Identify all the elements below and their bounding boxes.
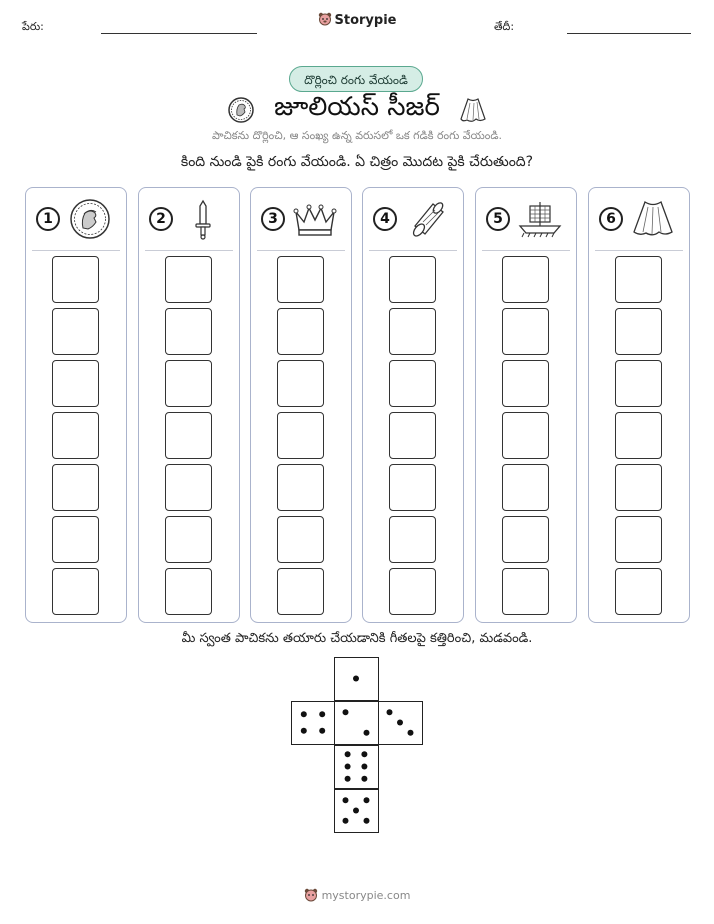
die-pip: [345, 776, 351, 782]
date-line[interactable]: [567, 33, 691, 34]
die-face-2: [334, 701, 379, 745]
race-column-4: [362, 187, 464, 623]
crown-icon: [291, 198, 339, 240]
die-face-3: [378, 701, 423, 745]
die-pip: [387, 709, 393, 715]
column-number: 5: [486, 207, 510, 231]
divider: [257, 250, 345, 251]
color-box[interactable]: [615, 464, 662, 511]
color-box[interactable]: [389, 412, 436, 459]
color-box[interactable]: [615, 568, 662, 615]
die-pip: [361, 764, 367, 770]
column-number: 3: [261, 207, 285, 231]
die-face-5: [334, 789, 379, 833]
divider: [595, 250, 683, 251]
color-box[interactable]: [165, 412, 212, 459]
name-line[interactable]: [101, 33, 257, 34]
color-box[interactable]: [615, 256, 662, 303]
instructions-text: పాచికను దొర్లించి, ఆ సంఖ్య ఉన్న వరుసలో ఒక గడికి రంగు వేయండి.: [212, 129, 502, 142]
color-box[interactable]: [615, 308, 662, 355]
color-box[interactable]: [277, 412, 324, 459]
color-box[interactable]: [389, 360, 436, 407]
brand-logo: [0, 12, 714, 28]
color-box[interactable]: [52, 516, 99, 563]
color-box[interactable]: [502, 464, 549, 511]
color-box[interactable]: [165, 464, 212, 511]
color-box[interactable]: [389, 516, 436, 563]
color-box[interactable]: [502, 256, 549, 303]
color-box[interactable]: [277, 256, 324, 303]
die-pip: [364, 730, 370, 736]
die-pip: [345, 764, 351, 770]
color-box[interactable]: [52, 464, 99, 511]
color-box[interactable]: [502, 516, 549, 563]
color-box[interactable]: [277, 308, 324, 355]
die-pip: [408, 730, 414, 736]
color-box[interactable]: [52, 360, 99, 407]
race-column-3: [250, 187, 352, 623]
die-pip: [301, 728, 307, 734]
color-box[interactable]: [389, 568, 436, 615]
die-face-6: [334, 745, 379, 789]
column-number: 6: [599, 207, 623, 231]
die-pip: [364, 797, 370, 803]
brand-name: Storypie: [334, 13, 397, 28]
race-column-1: [25, 187, 127, 623]
color-box[interactable]: [615, 412, 662, 459]
race-column-5: [475, 187, 577, 623]
die-pip: [361, 751, 367, 757]
title-text: జూలియస్ సీజర్: [274, 92, 440, 122]
die-pip: [364, 818, 370, 824]
divider: [32, 250, 120, 251]
cape-icon: [629, 198, 677, 240]
die-pip: [343, 797, 349, 803]
cut-instructions: మీ స్వంత పాచికను తయారు చేయడానికి గీతలపై కత్తిరించి, మడవండి.: [181, 631, 533, 646]
race-column-6: [588, 187, 690, 623]
color-box[interactable]: [389, 308, 436, 355]
column-number: 1: [36, 207, 60, 231]
die-pip: [343, 818, 349, 824]
die-pip: [353, 676, 359, 682]
footer: [0, 888, 714, 902]
bear-logo-icon: [304, 888, 318, 902]
die-pip: [353, 808, 359, 814]
die-face-1: [334, 657, 379, 701]
question-text: కింది నుండి పైకి రంగు వేయండి. ఏ చిత్రం మొదట పైకి చేరుతుంది?: [180, 154, 534, 170]
bear-logo-icon: [318, 12, 332, 26]
coin-icon: [66, 198, 114, 240]
footer-url: mystorypie.com: [321, 889, 411, 902]
color-box[interactable]: [502, 568, 549, 615]
color-box[interactable]: [165, 256, 212, 303]
page-title: [0, 92, 714, 128]
color-box[interactable]: [502, 308, 549, 355]
color-box[interactable]: [615, 360, 662, 407]
die-pip: [397, 720, 403, 726]
die-pip: [345, 751, 351, 757]
coin-icon: [226, 95, 256, 125]
die-pip: [319, 728, 325, 734]
ship-icon: [516, 198, 564, 240]
color-box[interactable]: [277, 464, 324, 511]
race-column-2: [138, 187, 240, 623]
color-box[interactable]: [277, 360, 324, 407]
activity-badge: దొర్లించి రంగు వేయండి: [289, 66, 423, 92]
color-box[interactable]: [52, 568, 99, 615]
divider: [482, 250, 570, 251]
color-box[interactable]: [389, 256, 436, 303]
die-face-4: [291, 701, 336, 745]
divider: [369, 250, 457, 251]
color-box[interactable]: [502, 412, 549, 459]
scroll-icon: [403, 198, 451, 240]
color-box[interactable]: [615, 516, 662, 563]
color-box[interactable]: [389, 464, 436, 511]
divider: [145, 250, 233, 251]
color-box[interactable]: [165, 516, 212, 563]
die-pip: [361, 776, 367, 782]
color-box[interactable]: [502, 360, 549, 407]
color-box[interactable]: [165, 568, 212, 615]
date-label: తేదీ:: [494, 20, 515, 33]
name-label: పేరు:: [22, 20, 44, 33]
sword-icon: [179, 198, 227, 240]
color-box[interactable]: [165, 360, 212, 407]
color-box[interactable]: [165, 308, 212, 355]
color-box[interactable]: [52, 412, 99, 459]
color-box[interactable]: [277, 568, 324, 615]
column-number: 2: [149, 207, 173, 231]
color-box[interactable]: [277, 516, 324, 563]
color-box[interactable]: [52, 308, 99, 355]
column-number: 4: [373, 207, 397, 231]
cape-icon: [458, 95, 488, 125]
die-pip: [301, 711, 307, 717]
die-pip: [343, 709, 349, 715]
color-box[interactable]: [52, 256, 99, 303]
die-pip: [319, 711, 325, 717]
